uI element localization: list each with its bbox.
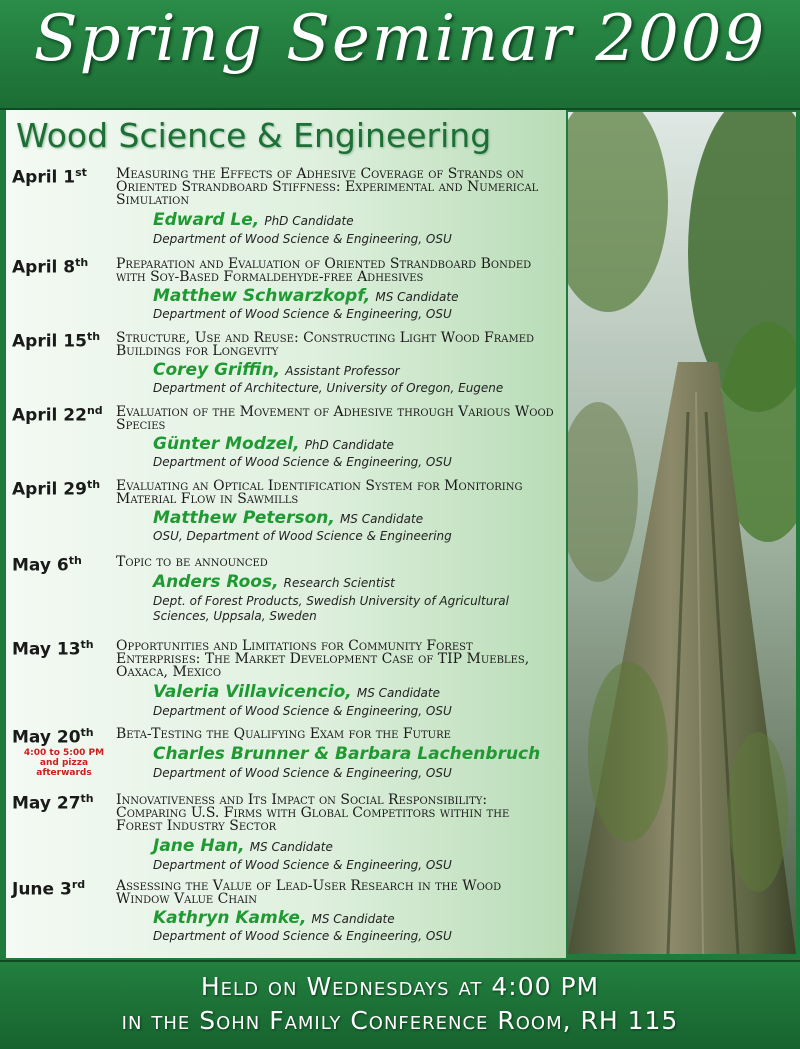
entry-title: Assessing the Value of Lead-User Research in the Wood Window Value Chain — [116, 878, 502, 907]
entry-title: Evaluation of the Movement of Adhesive through Various Wood Species — [116, 404, 554, 433]
entry-affiliation: Department of Wood Science & Engineering, OSU — [153, 766, 452, 780]
entry-speaker: Matthew Schwarzkopf, MS Candidate — [153, 286, 459, 306]
entry-affiliation: Department of Wood Science & Engineering, OSU — [153, 307, 452, 321]
entry-affiliation: Department of Wood Science & Engineering, OSU — [153, 455, 452, 469]
entry-date: April 15th — [12, 330, 101, 352]
schedule-panel — [6, 110, 566, 958]
entry-date: May 27th — [12, 792, 94, 814]
entry-title: Innovativeness and Its Impact on Social Responsibility: Comparing U.S. Firms with Global Competitors within the Forest Industry Sector — [116, 792, 510, 834]
entry-date: May 13th — [12, 638, 94, 660]
entry-speaker: Anders Roos, Research Scientist — [153, 572, 395, 592]
entry-speaker: Edward Le, PhD Candidate — [153, 210, 354, 230]
entry-speaker: Günter Modzel, PhD Candidate — [153, 434, 394, 454]
entry-speaker: Charles Brunner & Barbara Lachenbruch — [153, 744, 541, 764]
entry-title: Opportunities and Limitations for Community Forest Enterprises: The Market Development Case of TIP Muebles, Oaxaca, Mexico — [116, 638, 530, 680]
entry-title: Beta-Testing the Qualifying Exam for the Future — [116, 726, 451, 742]
entry-date: April 8th — [12, 256, 89, 278]
entry-speaker: Jane Han, MS Candidate — [153, 836, 333, 856]
page-title: Spring Seminar 2009 — [33, 2, 767, 76]
entry-date: April 1st — [12, 166, 87, 188]
header-banner — [0, 0, 800, 110]
footer-banner — [0, 960, 800, 1049]
entry-title: Topic to be announced — [116, 554, 268, 570]
tree-photo — [568, 112, 796, 954]
entry-affiliation: Department of Wood Science & Engineering, OSU — [153, 232, 452, 246]
entry-title: Evaluating an Optical Identification System for Monitoring Material Flow in Sawmills — [116, 478, 523, 507]
entry-title: Preparation and Evaluation of Oriented Strandboard Bonded with Soy-Based Formaldehyde-free Adhesives — [116, 256, 532, 285]
entry-affiliation: Department of Wood Science & Engineering, OSU — [153, 858, 452, 872]
entry-speaker: Valeria Villavicencio, MS Candidate — [153, 682, 440, 702]
entry-speaker: Kathryn Kamke, MS Candidate — [153, 908, 395, 928]
department-heading: Wood Science & Engineering — [16, 116, 492, 155]
entry-speaker: Matthew Peterson, MS Candidate — [153, 508, 424, 528]
entry-affiliation: Department of Wood Science & Engineering, OSU — [153, 929, 452, 943]
footer-line-1: Held on Wednesdays at 4:00 PM — [200, 972, 600, 1001]
entry-affiliation: OSU, Department of Wood Science & Engineering — [153, 529, 452, 543]
entry-affiliation: Department of Architecture, University of Oregon, Eugene — [153, 381, 504, 395]
entry-date: June 3rd — [12, 878, 86, 900]
entry-date: April 29th — [12, 478, 101, 500]
entry-date: May 6th — [12, 554, 82, 576]
tree-trunk-illustration — [568, 112, 796, 954]
entry-title: Structure, Use and Reuse: Constructing Light Wood Framed Buildings for Longevity — [116, 330, 535, 359]
entry-affiliation: Department of Wood Science & Engineering, OSU — [153, 704, 452, 718]
entry-date: April 22nd — [12, 404, 103, 426]
time-note: 4:00 to 5:00 PM and pizza afterwards — [23, 748, 105, 778]
entry-title: Measuring the Effects of Adhesive Coverage of Strands on Oriented Strandboard Stiffness: Experimental and Numerical Simulation — [116, 166, 539, 208]
entry-date: May 20th — [12, 726, 94, 748]
footer-line-2: in the Sohn Family Conference Room, RH 115 — [121, 1006, 679, 1035]
entry-affiliation: Dept. of Forest Products, Swedish University of Agricultural Sciences, Uppsala, Sweden — [153, 594, 509, 623]
entry-speaker: Corey Griffin, Assistant Professor — [153, 360, 400, 380]
